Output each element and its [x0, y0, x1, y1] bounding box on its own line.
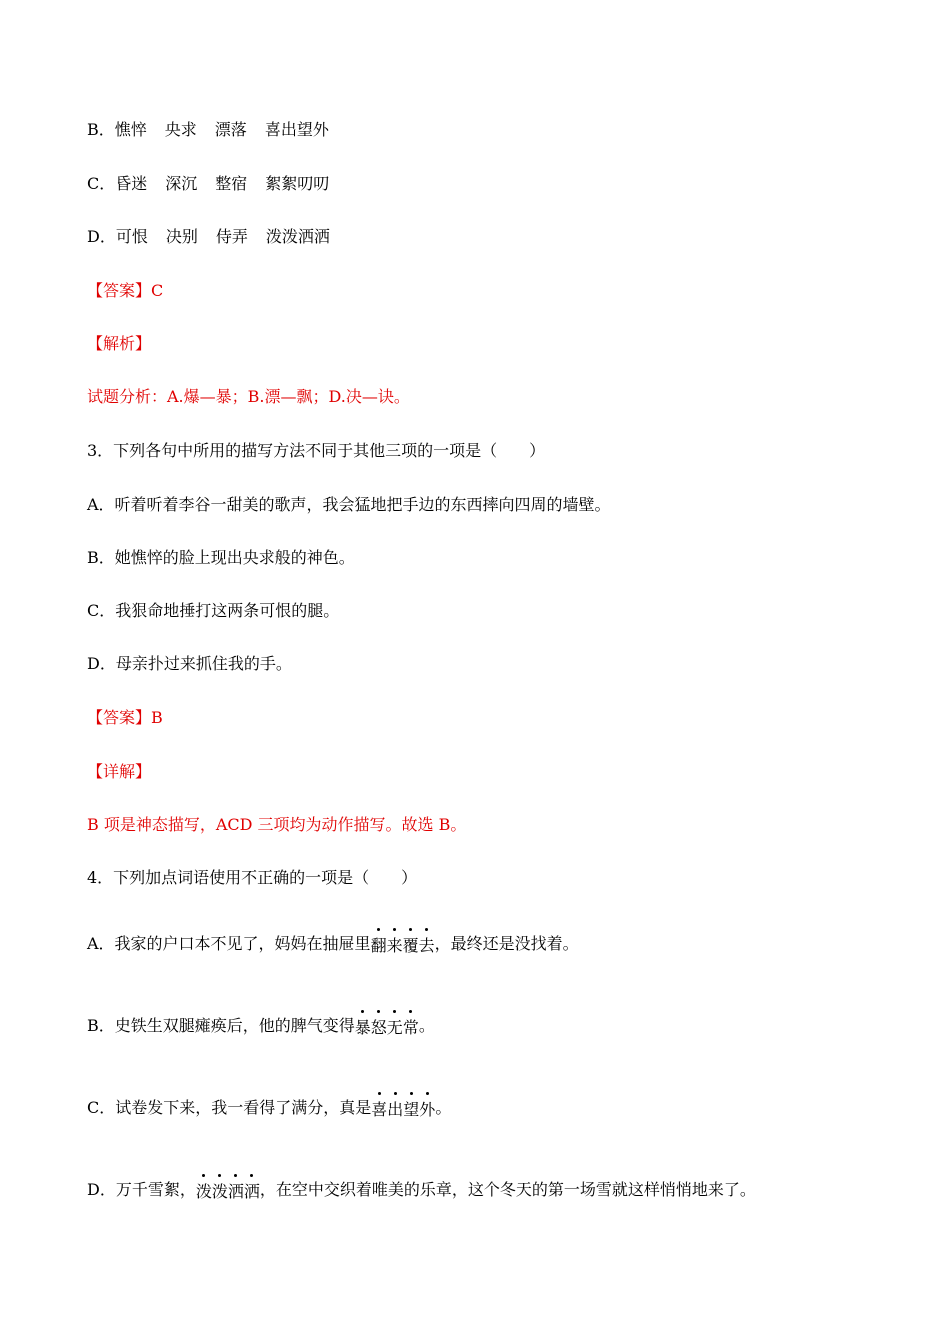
q4-stem: 4．下列加点词语使用不正确的一项是（ ） — [87, 868, 418, 887]
q4-option-a — [87, 933, 579, 955]
q4-option-d — [87, 1179, 756, 1201]
q4-option-b — [87, 1015, 435, 1037]
word: 漂落 — [214, 120, 247, 139]
q2-option-c — [87, 173, 329, 195]
option-text: C．试卷发下来，我一看得了满分，真是 — [87, 1098, 372, 1117]
option-text: 。 — [435, 1098, 452, 1117]
emphasized-phrase — [371, 935, 435, 957]
word: 可恨 — [115, 227, 148, 246]
answer-value: C — [151, 281, 164, 300]
word: 喜出望外 — [264, 120, 329, 139]
emph-char: 暴 — [354, 1018, 371, 1037]
emph-char: 翻 — [370, 936, 387, 955]
emphasized-phrase — [355, 1017, 419, 1039]
q3-option-a: A．听着听着李谷一甜美的歌声，我会猛地把手边的东西摔向四周的墙壁。 — [87, 495, 611, 514]
answer-label: 【答案】 — [87, 281, 152, 300]
emph-char: 来 — [386, 936, 403, 955]
q3-option-d: D．母亲扑过来抓住我的手。 — [87, 654, 292, 673]
emph-char: 无 — [386, 1018, 403, 1037]
emph-char: 泼 — [195, 1182, 212, 1201]
q2-analysis-text: 试题分析：A.爆—暴；B.漂—飘；D.决—诀。 — [87, 387, 410, 406]
option-text: B．史铁生双腿瘫痪后，他的脾气变得 — [87, 1016, 355, 1035]
q2-analysis-label: 【解析】 — [87, 334, 152, 353]
q2-answer — [87, 280, 163, 302]
q3-detail-label: 【详解】 — [87, 762, 152, 781]
option-letter: C． — [87, 174, 116, 193]
q3-answer — [87, 707, 163, 729]
option-text: D．万千雪絮， — [87, 1180, 196, 1199]
q2-option-b — [87, 119, 329, 141]
answer-label: 【答案】 — [87, 708, 152, 727]
word: 央求 — [164, 120, 197, 139]
emph-char: 去 — [418, 936, 435, 955]
emph-char: 洒 — [227, 1182, 244, 1201]
emph-char: 洒 — [243, 1182, 260, 1201]
option-text: ，最终还是没找着。 — [434, 934, 579, 953]
emph-char: 泼 — [211, 1182, 228, 1201]
word: 絮絮叨叨 — [265, 174, 330, 193]
q4-option-c — [87, 1097, 451, 1119]
word: 深沉 — [165, 174, 198, 193]
option-text: 。 — [418, 1016, 435, 1035]
word: 泼泼洒洒 — [265, 227, 330, 246]
emph-char: 常 — [402, 1018, 419, 1037]
emph-char: 喜 — [371, 1100, 388, 1119]
answer-value: B — [151, 708, 163, 727]
emph-char: 出 — [387, 1100, 404, 1119]
q3-detail-text: B 项是神态描写，ACD 三项均为动作描写。故选 B。 — [87, 815, 467, 834]
word: 整宿 — [215, 174, 248, 193]
emph-char: 外 — [419, 1100, 436, 1119]
option-letter: B． — [87, 120, 115, 139]
q3-option-c: C．我狠命地捶打这两条可恨的腿。 — [87, 601, 340, 620]
emphasized-phrase — [196, 1181, 260, 1203]
word: 昏迷 — [115, 174, 148, 193]
option-text: A．我家的户口本不见了，妈妈在抽屉里 — [87, 934, 371, 953]
option-text: ，在空中交织着唯美的乐章，这个冬天的第一场雪就这样悄悄地来了。 — [259, 1180, 756, 1199]
emph-char: 望 — [403, 1100, 420, 1119]
emph-char: 覆 — [402, 936, 419, 955]
q2-option-d — [87, 226, 330, 248]
q3-option-b: B．她憔悴的脸上现出央求般的神色。 — [87, 548, 355, 567]
emph-char: 怒 — [370, 1018, 387, 1037]
emphasized-phrase — [371, 1099, 435, 1121]
option-letter: D． — [87, 227, 116, 246]
word: 决别 — [165, 227, 198, 246]
q3-stem: 3．下列各句中所用的描写方法不同于其他三项的一项是（ ） — [87, 441, 546, 460]
word: 侍弄 — [215, 227, 248, 246]
word: 憔悴 — [114, 120, 147, 139]
